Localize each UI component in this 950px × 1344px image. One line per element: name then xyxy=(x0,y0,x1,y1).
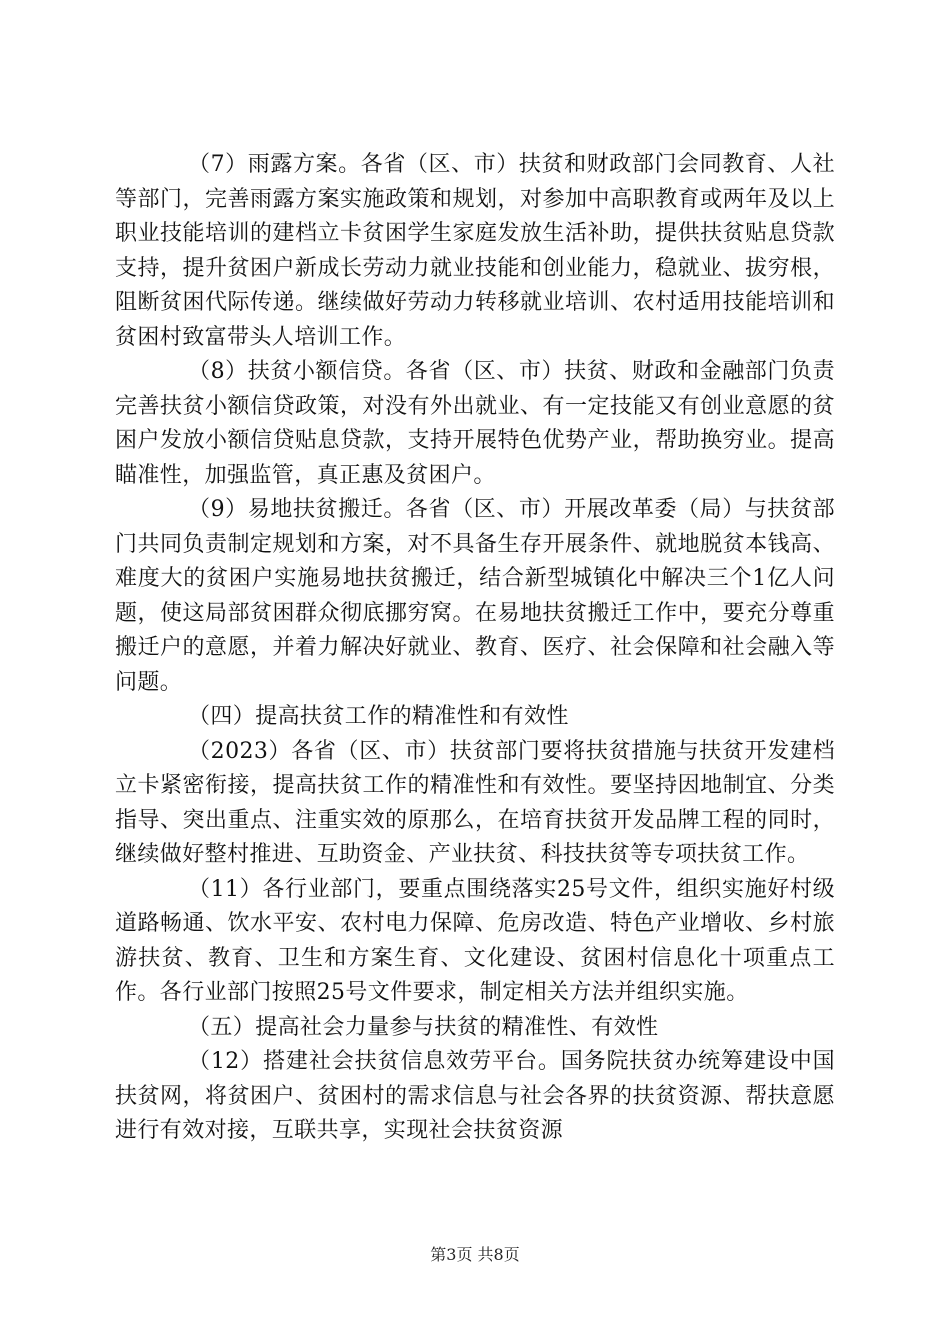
paragraph-10-precision: （2023）各省（区、市）扶贫部门要将扶贫措施与扶贫开发建档立卡紧密衔接，提高扶贫工作的精准性和有效性。要坚持因地制宜、分类指导、突出重点、注重实效的原那么，在培育扶贫开发品牌工程的同时，继续做好整村推进、互助资金、产业扶贫、科技扶贫等专项扶贫工作。 xyxy=(115,738,835,867)
paragraph-11-industry-departments: （11）各行业部门，要重点围绕落实25号文件，组织实施好村级道路畅通、饮水平安、农村电力保障、危房改造、特色产业增收、乡村旅游扶贫、教育、卫生和方案生育、文化建设、贫困村信息化十项重点工作。各行业部门按照25号文件要求，制定相关方法并组织实施。 xyxy=(115,876,835,1005)
paragraph-12-service-platform: （12）搭建社会扶贫信息效劳平台。国务院扶贫办统筹建设中国扶贫网，将贫困户、贫困村的需求信息与社会各界的扶贫资源、帮扶意愿进行有效对接，互联共享，实现社会扶贫资源 xyxy=(115,1049,835,1143)
section-heading-5: （五）提高社会力量参与扶贫的精准性、有效性 xyxy=(188,1014,659,1040)
document-body xyxy=(115,148,835,1149)
paragraph-9-relocation: （9）易地扶贫搬迁。各省（区、市）开展改革委（局）与扶贫部门共同负责制定规划和方案，对不具备生存开展条件、就地脱贫本钱高、难度大的贫困户实施易地扶贫搬迁，结合新型城镇化中解决三个1亿人问题，使这局部贫困群众彻底挪穷窝。在易地扶贫搬迁工作中，要充分尊重搬迁户的意愿，并着力解决好就业、教育、医疗、社会保障和社会融入等问题。 xyxy=(115,497,835,695)
page-footer: 第3页 共8页 xyxy=(430,1245,520,1264)
section-heading-4: （四）提高扶贫工作的精准性和有效性 xyxy=(188,704,569,729)
paragraph-7-rain-dew-plan: （7）雨露方案。各省（区、市）扶贫和财政部门会同教育、人社等部门，完善雨露方案实施政策和规划，对参加中高职教育或两年及以上职业技能培训的建档立卡贫困学生家庭发放生活补助，提供扶贫贴息贷款支持，提升贫困户新成长劳动力就业技能和创业能力，稳就业、拔穷根，阻断贫困代际传递。继续做好劳动力转移就业培训、农村适用技能培训和贫困村致富带头人培训工作。 xyxy=(115,152,835,350)
paragraph-8-microcredit: （8）扶贫小额信贷。各省（区、市）扶贫、财政和金融部门负责完善扶贫小额信贷政策，对没有外出就业、有一定技能又有创业意愿的贫困户发放小额信贷贴息贷款，支持开展特色优势产业，帮助换穷业。提高瞄准性，加强监管，真正惠及贫困户。 xyxy=(115,359,835,488)
